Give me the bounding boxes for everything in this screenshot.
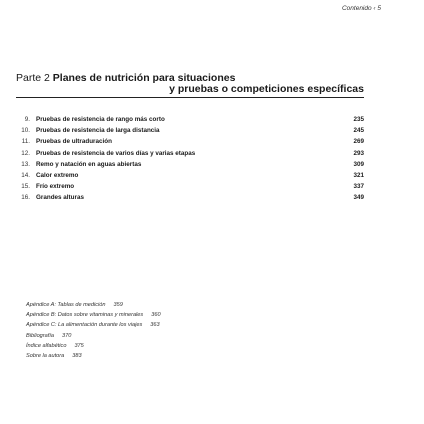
appendix-page: 383 [72, 352, 82, 359]
chapter-title: Pruebas de resistencia de rango más corto [36, 116, 165, 123]
appendix-row [26, 312, 161, 322]
toc-row [20, 138, 364, 149]
appendix-row [26, 343, 161, 353]
part-heading [16, 73, 364, 98]
chapter-page: 269 [353, 138, 364, 146]
chapter-page: 309 [353, 160, 364, 168]
chapter-number: 14. [21, 171, 30, 179]
toc-row [20, 150, 364, 161]
chapter-page: 293 [353, 149, 364, 157]
chapter-number: 16. [21, 194, 30, 202]
appendix-title: Sobre la autora [26, 352, 65, 359]
appendix-title: Índice alfabético [26, 342, 67, 349]
appendix-row [26, 322, 161, 332]
toc-row [20, 161, 364, 172]
chapter-title: Pruebas de resistencia de varios días y varias etapas [36, 149, 196, 157]
chapter-number: 15. [21, 183, 30, 191]
chapter-title: Pruebas de resistencia de larga distancia [36, 127, 160, 135]
chapter-title: Pruebas de ultraduración [36, 138, 112, 146]
appendix-title: Apéndice B: Datos sobre vitaminas y minerales [26, 312, 144, 319]
appendix-title: Apéndice A: Tablas de medición [26, 302, 106, 308]
appendix-page: 370 [62, 332, 72, 339]
part-title: Planes de nutrición para situaciones [52, 72, 236, 84]
appendix-row [26, 302, 161, 312]
chapter-page: 245 [353, 127, 364, 135]
appendix-list [26, 302, 161, 363]
appendix-title: Apéndice C: La alimentación durante los viajes [26, 322, 143, 329]
appendix-page: 359 [113, 302, 123, 308]
chapter-title: Remo y natación en aguas abiertas [36, 160, 142, 168]
chapter-title: Frío extremo [36, 183, 75, 191]
toc-row [20, 194, 364, 205]
chapter-number: 9. [24, 116, 30, 123]
chapter-list [20, 116, 364, 206]
chapter-number: 13. [21, 160, 30, 168]
chapter-page: 235 [353, 116, 364, 123]
part-label: Parte 2 [16, 72, 50, 84]
running-header: Contenido ‹ 5 [341, 5, 381, 12]
chapter-number: 10. [21, 127, 30, 135]
toc-row [20, 172, 364, 183]
chapter-number: 12. [21, 149, 30, 157]
chapter-title: Grandes alturas [36, 194, 84, 202]
toc-row [20, 127, 364, 138]
appendix-page: 363 [150, 322, 160, 329]
appendix-page: 375 [74, 342, 84, 349]
toc-row [20, 183, 364, 194]
appendix-page: 360 [151, 312, 161, 319]
appendix-row [26, 333, 161, 343]
chapter-page: 349 [353, 194, 364, 202]
chapter-page: 321 [353, 171, 364, 179]
chapter-number: 11. [21, 138, 30, 146]
chapter-title: Calor extremo [36, 171, 79, 179]
appendix-title: Bibliografía [26, 332, 54, 339]
toc-row [20, 116, 364, 127]
chapter-page: 337 [353, 183, 364, 191]
part-subtitle: y pruebas o competiciones específicas [169, 83, 364, 95]
appendix-row [26, 353, 161, 363]
